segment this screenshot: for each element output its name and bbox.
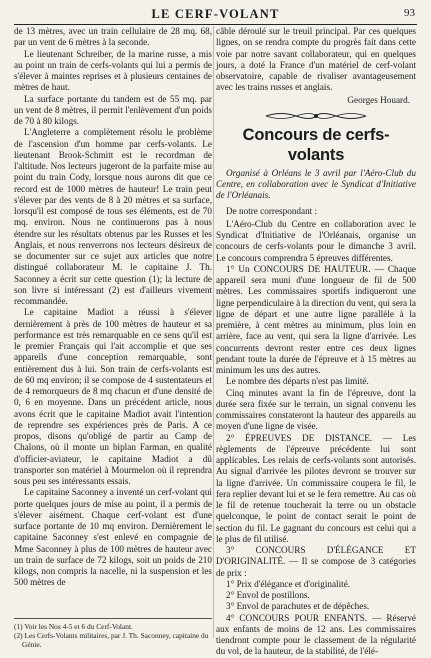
list-item: 1° Prix d'élégance et d'originalité. <box>226 578 351 589</box>
paragraph: Le nombre des départs n'est pas limité. <box>226 376 369 387</box>
section-title: Concours de cerfs-volants <box>242 125 390 164</box>
running-header <box>14 4 417 25</box>
ornament-icon <box>261 111 371 121</box>
paragraph: L'Angleterre a complètement résolu le problème de l'ascension d'un homme par cerfs-volants. Le lieutenant Brook-Schmitt est le recordman de l'altitude. Nos lecteurs jugeront de la parfaite mise au point du train Cody, lorsque nous aurons dit que ce record est de 1000 mètres de hauteur! Le train peut s'élever par des vents de 8 à 20 mètres et sa surface, lorsqu'il est composé de tous ses éléments, est de 70 mq. environ. Nous ne continuerons pas à nous étendre sur les résultats obtenus par les Russes et les Anglais, et nous renverrons nos lecteurs désireux de se documenter sur ce sujet aux articles que notre distingué collaborateur M. le capitaine J. Th. Saconney a écrit sur cette question (1); la lecture de son livre si intéressant (2) est d'ailleurs vivement recommandée. <box>14 127 212 306</box>
ornament-divider <box>216 111 416 121</box>
salutation: De notre correspondant : <box>226 205 318 216</box>
right-column <box>216 26 416 658</box>
footnote: (1) Voir les Nos 4-5 et 6 du Cerf-Volant. <box>14 622 133 631</box>
footnotes <box>14 618 212 650</box>
list-item: 2° Envol de postillons. <box>226 590 310 600</box>
prize-list <box>216 579 416 613</box>
footnote: (2) Les Cerfs-Volants militaires, par J. Th. Saconney, capitaine du Génie. <box>14 631 209 650</box>
paragraph: câble déroulé sur le treuil principal. Par ces quelques lignes, on se rendra compte du progrès fait dans cette voie par notre savant collaborateur, qui en quelques jours, a doté la France d'un matériel de cerf-volant observatoire, capable de rivaliser avantageusement avec les trains russes et anglais. <box>216 26 416 93</box>
paragraph: Le capitaine Saconney a inventé un cerf-volant qui porte quelques jours de mise au point, il a permis de s'élever aisément. Chaque cerf-volant est d'une surface portante de 10 mq environ. Dernièrement le capitaine Saconney s'est enlevé en compagnie de Mme Saconney à plus de 100 mètres de hauteur avec un train de surface de 72 kilogs, soit un poids de 210 kilogs, non compris la nacelle, ni la suspension et les 500 mètres de <box>14 487 212 588</box>
journal-title: LE CERF-VOLANT <box>151 7 280 21</box>
paragraph: Le capitaine Madiot a réussi à s'élever dernièrement à près de 100 mètres de hauteur et sa performance est très remarquable en ce sens qu'il est le premier Français qui l'ait accomplie et que ses appareils d'une conception remarquable, sont entièrement dus à lui. Son train de cerfs-volants est de 60 mq environ; il se compose de 4 sustentateurs et de 4 remorqueurs de 8 mq chacun et d'une densité de 0, 6 en moyenne. Dans un précédent article, nous avons écrit que le capitaine Madiot avait l'intention de reprendre ses expériences près de Paris. A ce propos, disons qu'obligé de partir au Camp de Chalons, où il monte un biplan Farman, en qualité d'officier-aviateur, le capitaine Madiot a dû transporter son matériel à Mourmelon où il reprendra sous peu ses intéressants essais. <box>14 307 212 486</box>
paragraph: de 13 mètres, avec un train cellulaire de 28 mq. 68, par un vent de 6 mètres à la seconde. <box>14 26 212 48</box>
paragraph: La surface portante du tandem est de 55 mq. par un vent de 8 mètres, il permit l'enlèvement d'un poids de 70 à 80 kilogs. <box>14 93 212 126</box>
author-signature: Georges Houard. <box>347 94 410 105</box>
paragraph: L'Aéro-Club du Centre en collaboration avec le Syndicat d'Initiative de l'Orléanais, organise un concours de cerfs-volants pour le dimanche 3 avril. Le concours comprendra 5 épreuves différentes. <box>216 218 416 263</box>
paragraph: 3° CONCOURS D'ÉLÉGANCE ET D'ORIGINALITÉ. — Il se compose de 3 catégories de prix : <box>216 545 416 578</box>
paragraph: 1° Un CONCOURS DE HAUTEUR. — Chaque appareil sera muni d'une longueur de fil de 500 mètres. Les commissaires sportifs indiqueront une ligne perpendiculaire à la direction du vent, qui sera la ligne de départ et une autre ligne parallèle à la première, à cent mètres au minimum, plus loin en arrière, face au vent, qui sera la ligne d'arrivée. Les concurrents devront rester entre ces deux lignes pendant toute la durée de l'épreuve et à 15 mètres au minimum les uns des autres. <box>216 263 417 375</box>
page-number: 93 <box>404 7 415 19</box>
paragraph: 2° ÉPREUVES DE DISTANCE. — Les règlements de l'épreuve précédente lui sont applicables. Les relais de cerfs-volants sont autorisés. Au signal d'arrivée les pilotes devront se trouver sur la ligne d'arrivée. Un commissaire coupera le fil, le fera replier devant lui et se le fera remettre. Au cas où le fil de retenue toucherait la terre ou un obstacle quelconque, le point de contact serait le point de section du fil. Le gagnant du concours est celui qui a le plus de fil utilisé. <box>216 432 416 544</box>
left-column <box>14 26 212 589</box>
paragraph: Cinq minutes avant la fin de l'épreuve, dont la durée sera fixée sur le terrain, un signal convenu les commissaires constateront la hauteur des appareils au moyen d'une ligne de visée. <box>216 387 416 432</box>
section-intro: Organisé à Orléans le 3 avril par l'Aéro-Club du Centre, en collaboration avec le Syndicat d'Initiative de l'Orléanais. <box>216 167 416 201</box>
paragraph: Le lieutenant Schreiber, de la marine russe, a mis au point un train de cerfs-volants qui lui a permis de s'élever à maintes reprises et à plusieurs centaines de mètres de haut. <box>14 48 212 93</box>
column-divider <box>213 26 214 638</box>
paragraph: 4° CONCOURS POUR ENFANTS. — Réservé aux enfants de moins de 12 ans. Les commissaires tiendront compte pour le classement de la régularité du vol, de la hauteur, de la stabilité, de l'élé- <box>216 612 416 657</box>
list-item: 3° Envol de parachutes et de dépêches. <box>226 601 370 612</box>
